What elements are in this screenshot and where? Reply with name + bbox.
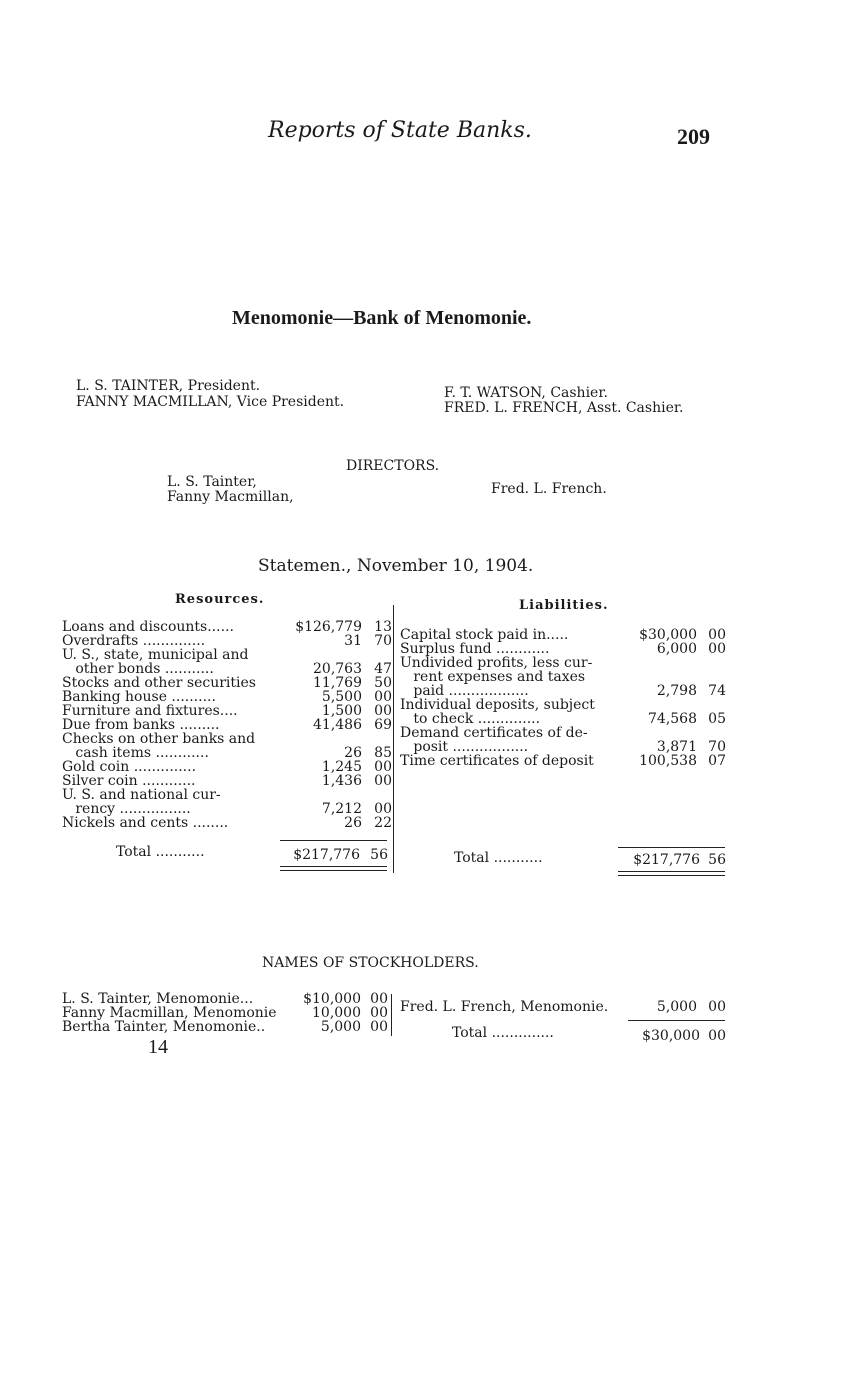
resource-row [62,732,392,746]
liability-row-label: Undivided profits, less cur- [400,655,593,671]
column-divider [393,605,394,873]
page-number: 209 [677,124,710,149]
resource-row [62,774,392,788]
liability-row-label: Time certificates of deposit [400,753,594,769]
signature-mark: 14 [148,1036,168,1058]
resources-double-rule [280,866,387,867]
liability-row-cents: 00 [708,627,726,643]
liability-row [400,726,726,740]
resource-row-cents: 70 [374,633,392,649]
resource-row [62,746,392,760]
stockholders-total-rule [628,1020,725,1021]
liability-row [400,656,726,670]
resources-heading: Resources. [175,592,265,607]
officer-asst-cashier: FRED. L. FRENCH, Asst. Cashier. [444,400,684,416]
resource-row-dollars: 41,486 [313,717,362,733]
resource-row-label: U. S., state, municipal and [62,647,249,663]
liability-row-dollars: 2,798 [656,683,697,699]
stockholder-row [62,992,388,1006]
liability-row-cents: 05 [708,711,726,727]
officer-president: L. S. TAINTER, President. [76,378,261,394]
resources-table [62,620,392,830]
statement-title: Statemen., November 10, 1904. [258,556,534,576]
liability-row-dollars: 6,000 [656,641,697,657]
officer-cashier: F. T. WATSON, Cashier. [444,385,608,401]
liability-row-dollars: $30,000 [639,627,697,643]
resource-row-cents: 22 [374,815,392,831]
director-name: L. S. Tainter, [167,474,257,490]
resource-row-cents: 47 [374,661,392,677]
resource-row-dollars: 1,245 [321,759,362,775]
stockholder-row [400,1000,726,1014]
resource-row-label: Due from banks ......... [62,717,220,733]
resource-row-label: Silver coin ............ [62,773,196,789]
liabilities-total-label: Total ........... [454,850,543,866]
resource-row-dollars: 11,769 [313,675,362,691]
liabilities-table [400,628,726,768]
stockholder-row-label: Fred. L. French, Menomonie. [400,999,609,1015]
resource-row-label: Furniture and fixtures.... [62,703,238,719]
resource-row-cents: 69 [374,717,392,733]
liability-row-dollars: 100,538 [639,753,697,769]
liability-row-label: posit ................. [400,739,529,755]
bank-title: Menomonie—Bank of Menomonie. [232,307,532,329]
officer-vice-president: FANNY MACMILLAN, Vice President. [76,394,345,410]
liability-row [400,754,726,768]
resources-total-label: Total ........... [116,844,205,860]
resource-row [62,718,392,732]
resource-row-label: other bonds ........... [62,661,214,677]
liability-row-cents: 70 [708,739,726,755]
resource-row-cents: 00 [374,801,392,817]
resource-row-cents: 85 [374,745,392,761]
liabilities-total-rule [618,847,725,848]
director-name: Fanny Macmillan, [167,489,294,505]
liabilities-double-rule [618,875,725,876]
resource-row-cents: 50 [374,675,392,691]
resource-row-dollars: 20,763 [313,661,362,677]
resources-total-cents: 56 [370,847,388,863]
resource-row-label: Banking house .......... [62,689,216,705]
resource-row-label: Nickels and cents ........ [62,815,229,831]
resource-row-dollars: 1,500 [321,703,362,719]
resource-row-label: Stocks and other securities [62,675,256,691]
stockholder-row-dollars: 5,000 [656,999,697,1015]
stockholders-divider [391,994,392,1036]
director-name: Fred. L. French. [491,481,607,497]
liability-row-label: paid .................. [400,683,529,699]
resource-row-label: Checks on other banks and [62,731,256,747]
stockholder-row-dollars: 10,000 [312,1005,361,1021]
directors-heading: DIRECTORS. [346,458,440,474]
liabilities-double-rule [618,871,725,872]
stockholder-row-dollars: 5,000 [320,1019,361,1035]
resource-row [62,816,392,830]
liability-row [400,628,726,642]
liability-row-label: rent expenses and taxes [400,669,586,685]
stockholder-row [62,1020,388,1034]
resource-row-cents: 00 [374,759,392,775]
stockholder-row-cents: 00 [370,991,388,1007]
stockholder-row-cents: 00 [708,999,726,1015]
liability-row-cents: 07 [708,753,726,769]
resource-row [62,620,392,634]
liability-row [400,642,726,656]
resource-row-dollars: 7,212 [321,801,362,817]
liabilities-heading: Liabilities. [519,598,609,613]
liability-row-cents: 00 [708,641,726,657]
stockholder-row-dollars: $10,000 [303,991,361,1007]
stockholders-left-list [62,992,388,1034]
resource-row-dollars: 31 [344,633,362,649]
resource-row-label: cash items ............ [62,745,209,761]
liability-row-label: Capital stock paid in..... [400,627,569,643]
resources-total-rule [280,840,387,841]
liability-row-dollars: 3,871 [656,739,697,755]
resources-double-rule [280,870,387,871]
liabilities-total-cents: 56 [708,852,726,868]
liability-row [400,670,726,684]
stockholder-row-label: Fanny Macmillan, Menomonie [62,1005,277,1021]
resource-row-cents: 00 [374,689,392,705]
stockholder-row-label: Bertha Tainter, Menomonie.. [62,1019,266,1035]
liabilities-total-dollars: $217,776 [633,852,700,868]
resource-row [62,634,392,648]
liability-row [400,684,726,698]
stockholders-right-list [400,1000,726,1014]
resource-row [62,676,392,690]
stockholders-total-label: Total .............. [452,1025,554,1041]
liability-row-cents: 74 [708,683,726,699]
resource-row-dollars: 26 [344,745,362,761]
resource-row-cents: 00 [374,703,392,719]
resource-row [62,690,392,704]
running-title: Reports of State Banks. [268,118,532,143]
resource-row [62,704,392,718]
liability-row [400,712,726,726]
liability-row-label: Demand certificates of de- [400,725,588,741]
stockholders-heading: NAMES OF STOCKHOLDERS. [262,955,479,971]
resource-row [62,662,392,676]
resources-total-dollars: $217,776 [293,847,360,863]
resource-row-label: U. S. and national cur- [62,787,221,803]
stockholder-row-label: L. S. Tainter, Menomonie... [62,991,254,1007]
resource-row-label: Gold coin .............. [62,759,197,775]
liability-row-label: Surplus fund ............ [400,641,550,657]
resource-row-dollars: $126,779 [295,619,362,635]
stockholder-row-cents: 00 [370,1005,388,1021]
resource-row [62,802,392,816]
liability-row-dollars: 74,568 [648,711,697,727]
liability-row [400,740,726,754]
resource-row [62,788,392,802]
stockholder-row [62,1006,388,1020]
resource-row-dollars: 1,436 [321,773,362,789]
liability-row [400,698,726,712]
resource-row-dollars: 26 [344,815,362,831]
resource-row-dollars: 5,500 [321,689,362,705]
stockholders-total-dollars: $30,000 [642,1028,700,1044]
resource-row-label: Loans and discounts...... [62,619,234,635]
resource-row [62,760,392,774]
liability-row-label: Individual deposits, subject [400,697,595,713]
resource-row-cents: 13 [374,619,392,635]
stockholders-total-cents: 00 [708,1028,726,1044]
resource-row-cents: 00 [374,773,392,789]
resource-row [62,648,392,662]
resource-row-label: Overdrafts .............. [62,633,206,649]
stockholder-row-cents: 00 [370,1019,388,1035]
liability-row-label: to check .............. [400,711,541,727]
resource-row-label: rency ................ [62,801,191,817]
